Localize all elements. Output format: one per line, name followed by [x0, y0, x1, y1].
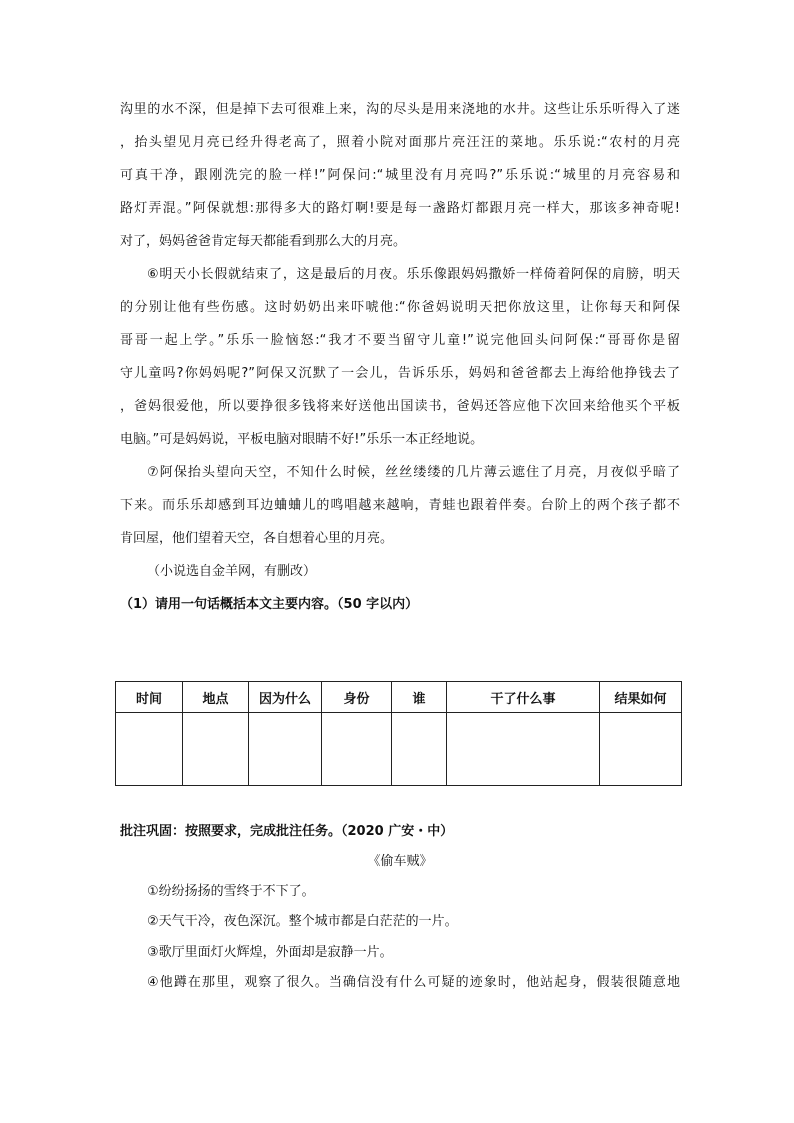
answer-cell-identity[interactable]: [322, 713, 392, 786]
table-header-row: [116, 682, 682, 713]
answer-cell-cause[interactable]: [249, 713, 322, 786]
answer-cell-place[interactable]: [183, 713, 249, 786]
table-answer-row: [116, 713, 682, 786]
answer-cell-who[interactable]: [392, 713, 447, 786]
passage-line: ⑦阿保抬头望向天空，不知什么时候，丝丝缕缕的几片薄云遮住了月亮，月夜似乎暗了: [147, 465, 680, 480]
passage-line: 对了，妈妈爸爸肯定每天都能看到那么大的月亮。: [120, 234, 407, 249]
practice-line: ②天气干冷，夜色深沉。整个城市都是白茫茫的一片。: [147, 914, 458, 929]
passage-line: 路灯弄混。”阿保就想:那得多大的路灯啊!要是每一盏路灯都跟月亮一样大，那该多神奇呢!: [120, 201, 680, 216]
table-header-result: 结果如何: [600, 682, 682, 713]
practice-line: ③歌厅里面灯火辉煌，外面却是寂静一片。: [147, 945, 393, 960]
table-header-action: 干了什么事: [447, 682, 600, 713]
practice-title: 《偷车贼》: [367, 854, 433, 869]
passage-line: 沟里的水不深，但是掉下去可很难上来，沟的尽头是用来浇地的水井。这些让乐乐听得入了迷: [120, 102, 680, 117]
passage-line: ⑥明天小长假就结束了，这是最后的月夜。乐乐像跟妈妈撒娇一样倚着阿保的肩膀，明天: [147, 267, 680, 282]
passage-line: 肯回屋，他们望着天空，各自想着心里的月亮。: [120, 531, 394, 546]
table-header-who: 谁: [392, 682, 447, 713]
passage-line: 可真干净，跟刚洗完的脸一样!”阿保问:“城里没有月亮吗?”乐乐说:“城里的月亮容易和: [120, 168, 680, 183]
passage-line: 下来。而乐乐却感到耳边蛐蛐儿的鸣唱越来越响，青蛙也跟着伴奏。台阶上的两个孩子都不: [120, 498, 680, 513]
practice-heading: 批注巩固：按照要求，完成批注任务。（2020 广安・中）: [120, 824, 454, 839]
passage-line: 哥哥一起上学。”乐乐一脸恼怒:“我才不要当留守儿童!”说完他回头问阿保:“哥哥你是留: [120, 333, 680, 348]
answer-cell-result[interactable]: [600, 713, 682, 786]
answer-cell-time[interactable]: [116, 713, 183, 786]
passage-line: 守儿童吗?你妈妈呢?”阿保又沉默了一会儿，告诉乐乐，妈妈和爸爸都去上海给他挣钱去了: [120, 366, 680, 381]
summary-table: [115, 681, 682, 786]
table-header-place: 地点: [183, 682, 249, 713]
passage-line: ，爸妈很爱他，所以要挣很多钱将来好送他出国读书，爸妈还答应他下次回来给他买个平板: [120, 399, 680, 414]
practice-line: ①纷纷扬扬的雪终于不下了。: [147, 884, 315, 899]
passage-line: ，抬头望见月亮已经升得老高了，照着小院对面那片亮汪汪的菜地。乐乐说:“农村的月亮: [120, 135, 680, 150]
practice-line: ④他蹲在那里，观察了很久。当确信没有什么可疑的迹象时，他站起身，假装很随意地: [147, 975, 680, 990]
passage-source: （小说选自金羊网，有删改）: [147, 564, 317, 579]
table-header-cause: 因为什么: [249, 682, 322, 713]
passage-line: 电脑。”可是妈妈说，平板电脑对眼睛不好!”乐乐一本正经地说。: [120, 432, 484, 447]
answer-cell-action[interactable]: [447, 713, 600, 786]
question-1: （1）请用一句话概括本文主要内容。（50 字以内）: [120, 597, 419, 612]
table-header-identity: 身份: [322, 682, 392, 713]
passage-line: 的分别让他有些伤感。这时奶奶出来吓唬他:“你爸妈说明天把你放这里，让你每天和阿保: [120, 300, 680, 315]
table-header-time: 时间: [116, 682, 183, 713]
